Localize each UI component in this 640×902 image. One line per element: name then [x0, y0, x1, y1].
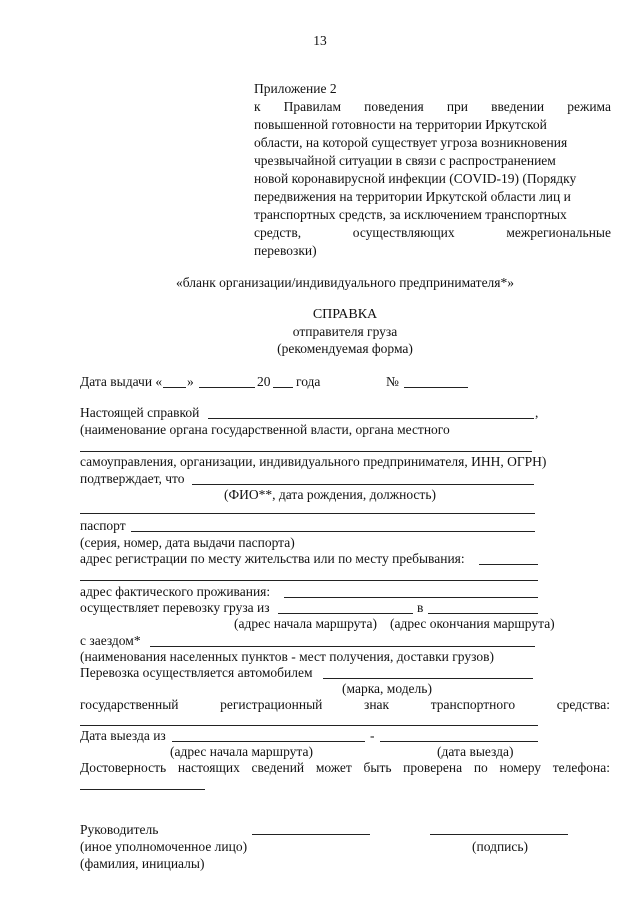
appendix-line-6: передвижения на территории Иркутской области лиц и [254, 189, 571, 204]
passport-field[interactable] [131, 531, 535, 532]
appendix-line-2: повышенной готовности на территории Иркутской [254, 117, 547, 132]
appendix-line-9: перевозки) [254, 243, 317, 258]
actual-address-field[interactable] [284, 597, 538, 598]
word: транспортного [430, 697, 516, 712]
letterhead: «бланк организации/индивидуального предпринимателя*» [175, 275, 515, 290]
document-subtitle: отправителя груза [292, 324, 398, 339]
verify-line [80, 760, 610, 776]
issue-date-sep: » [187, 374, 194, 389]
appendix-title: Приложение 2 [254, 81, 337, 96]
certify-field[interactable] [208, 418, 534, 419]
passport-label: паспорт [80, 518, 126, 533]
appendix-line-3: области, на которой существует угроза возникновения [254, 135, 568, 150]
appendix-line-7: транспортных средств, за исключением транспортных [254, 207, 567, 222]
word: при [446, 99, 469, 114]
route-start-hint: (адрес начала маршрута) [234, 616, 377, 631]
appendix-line-8 [254, 225, 611, 241]
departure-date-hint: (дата выезда) [437, 744, 514, 759]
vehicle-label: Перевозка осуществляется автомобилем [80, 665, 313, 680]
word: Правилам [283, 99, 342, 114]
name-field[interactable] [252, 834, 370, 835]
departure-date-field[interactable] [380, 741, 538, 742]
person-hint: (ФИО**, дата рождения, должность) [224, 487, 436, 502]
word: может [315, 760, 352, 775]
registration-field-2[interactable] [80, 580, 538, 581]
word: средств, [254, 225, 302, 240]
certify-hint-2: самоуправления, организации, индивидуального предпринимателя, ИНН, ОГРН) [80, 454, 547, 469]
number-field[interactable] [404, 387, 468, 388]
registration-field[interactable] [479, 564, 538, 565]
route-end-hint: (адрес окончания маршрута) [390, 616, 555, 631]
certify-label: Настоящей справкой [80, 405, 200, 420]
vehicle-field[interactable] [323, 678, 533, 679]
word: государственный [80, 697, 179, 712]
stops-hint: (наименования населенных пунктов - мест получения, доставки грузов) [80, 649, 494, 664]
passport-hint: (серия, номер, дата выдачи паспорта) [80, 535, 295, 550]
page-number: 13 [313, 33, 327, 48]
word: по [473, 760, 488, 775]
word: средства: [556, 697, 610, 712]
form-note: (рекомендуемая форма) [277, 341, 413, 356]
word: настоящих [177, 760, 240, 775]
word: знак [363, 697, 390, 712]
person-field[interactable] [192, 484, 534, 485]
name-hint: (фамилия, инициалы) [80, 856, 205, 871]
word: осуществляющих [352, 225, 455, 240]
word: к [254, 99, 261, 114]
departure-start-hint: (адрес начала маршрута) [170, 744, 313, 759]
word: номеру [499, 760, 542, 775]
phone-field[interactable] [80, 789, 205, 790]
certify-hint-1: (наименование органа государственной власти, органа местного [80, 422, 450, 437]
word: проверена [403, 760, 463, 775]
issue-date-label: Дата выдачи « [80, 374, 163, 389]
head-label: Руководитель [80, 822, 159, 837]
document-title: СПРАВКА [312, 307, 378, 322]
registration-label: адрес регистрации по месту жительства или по месту пребывания: [80, 551, 465, 566]
certify-field-2[interactable] [80, 451, 532, 452]
appendix-line-4: чрезвычайной ситуации в связи с распространением [254, 153, 556, 168]
vehicle-hint: (марка, модель) [342, 681, 432, 696]
transport-from-field[interactable] [278, 613, 413, 614]
confirms-label: подтверждает, что [80, 471, 185, 486]
word: регистрационный [220, 697, 323, 712]
plate-field[interactable] [80, 725, 538, 726]
authorized-label: (иное уполномоченное лицо) [80, 839, 248, 854]
word: введении [491, 99, 545, 114]
issue-year-field[interactable] [273, 387, 293, 388]
issue-year-prefix: 20 [257, 374, 271, 389]
word: быть [363, 760, 392, 775]
signature-field[interactable] [430, 834, 568, 835]
stops-label: с заездом* [80, 633, 141, 648]
actual-address-label: адрес фактического проживания: [80, 584, 271, 599]
word: поведения [364, 99, 424, 114]
appendix-line-1 [254, 99, 611, 115]
issue-month-field[interactable] [199, 387, 255, 388]
issue-year-suffix: года [296, 374, 321, 389]
word: сведений [251, 760, 305, 775]
departure-label: Дата выезда из [80, 728, 166, 743]
person-field-2[interactable] [80, 513, 535, 514]
departure-from-field[interactable] [172, 741, 365, 742]
word: межрегиональные [506, 225, 611, 240]
appendix-line-5: новой коронавирусной инфекции (COVID-19) (Порядку [254, 171, 577, 186]
signature-hint: (подпись) [472, 839, 529, 854]
departure-dash: - [370, 728, 375, 743]
word: телефона: [552, 760, 610, 775]
number-label: № [386, 374, 399, 389]
plate-line [80, 697, 610, 713]
transport-to-label: в [417, 600, 424, 615]
transport-from-label: осуществляет перевозку груза из [80, 600, 270, 615]
issue-day-field[interactable] [163, 387, 186, 388]
transport-to-field[interactable] [428, 613, 538, 614]
stops-field[interactable] [150, 646, 535, 647]
certify-comma: , [535, 405, 539, 420]
word: режима [567, 99, 611, 114]
word: Достоверность [80, 760, 167, 775]
